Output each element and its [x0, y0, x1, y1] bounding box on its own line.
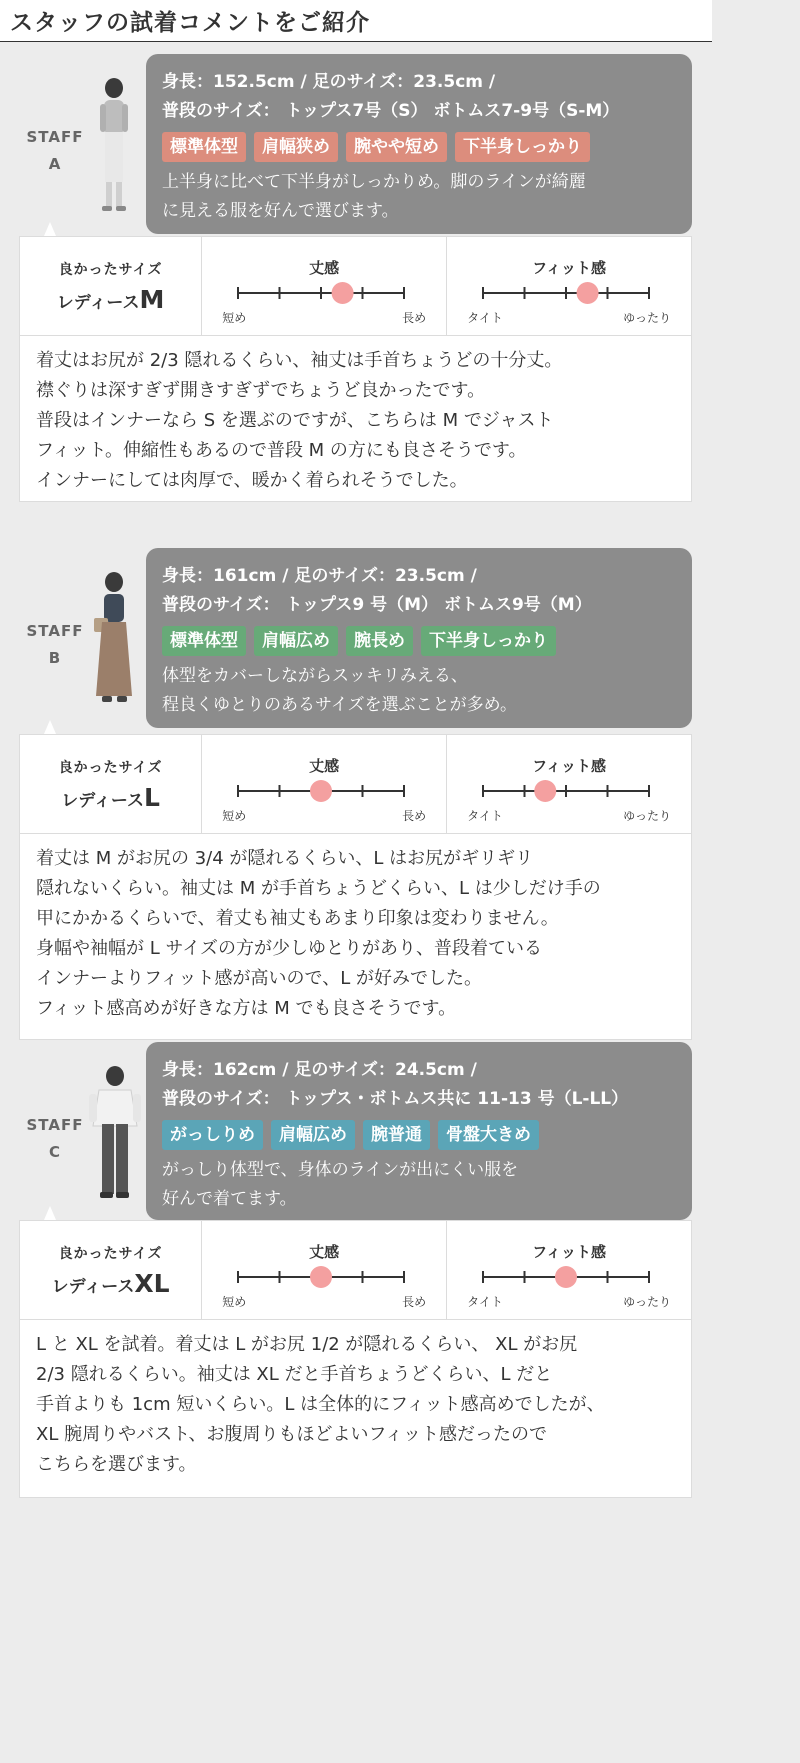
body-tag: 腕普通	[363, 1120, 430, 1150]
fit-scale-track	[447, 1261, 692, 1291]
fit-scale-loose-label: ゆったり	[623, 809, 671, 823]
scale-marker	[534, 780, 556, 802]
body-tag: がっしりめ	[162, 1120, 263, 1150]
staff-stats	[162, 68, 676, 126]
scale-marker	[577, 282, 599, 304]
size-prefix: レディース	[61, 790, 145, 811]
length-scale-short-label: 短め	[222, 809, 247, 823]
staff-label	[22, 1112, 88, 1166]
size-letter: M	[139, 284, 165, 314]
length-scale-track	[202, 277, 447, 307]
length-scale-short-label: 短め	[222, 311, 247, 325]
fit-scale-title: フィット感	[532, 757, 606, 775]
good-size-title: 良かったサイズ	[58, 759, 163, 776]
staff-photo	[86, 74, 142, 218]
fit-scale-title: フィット感	[532, 259, 606, 277]
staff-photo	[86, 568, 142, 712]
staff-label-top: STAFF	[26, 1116, 84, 1134]
scale-marker	[310, 780, 332, 802]
staff-label-top: STAFF	[26, 128, 84, 146]
staff-description: がっしり体型で、身体のラインが出にくい服を 好んで着てます。	[162, 1160, 519, 1209]
fit-scale-title: フィット感	[532, 1243, 606, 1261]
staff-label-top: STAFF	[26, 622, 84, 640]
body-tag: 肩幅狭め	[254, 132, 338, 162]
length-scale	[202, 1221, 446, 1319]
body-tag: 腕長め	[346, 626, 413, 656]
length-scale-long-label: 長め	[402, 809, 427, 823]
staff-label	[22, 124, 88, 178]
review-card	[19, 734, 692, 1040]
staff-section-a	[0, 54, 712, 502]
stats-line-2: 普段のサイズ： トップス・ボトムス共に 11-13 号（L-LL）	[162, 1089, 629, 1109]
page-title: スタッフの試着コメントをご紹介	[10, 10, 370, 36]
fit-scale-tight-label: タイト	[467, 809, 503, 823]
ratings-row	[20, 1221, 691, 1320]
good-size-cell	[20, 237, 202, 335]
length-scale-title: 丈感	[309, 1243, 340, 1261]
staff-label-letter: B	[48, 649, 62, 667]
fit-scale-track	[447, 277, 692, 307]
body-tag: 標準体型	[162, 132, 246, 162]
staff-label	[22, 618, 88, 672]
staff-section-c	[0, 1042, 712, 1498]
stats-line-1: 身長：161cm / 足のサイズ：23.5cm /	[162, 566, 477, 586]
size-prefix: レディース	[51, 1276, 135, 1297]
length-scale-title: 丈感	[309, 757, 340, 775]
staff-description: 上半身に比べて下半身がしっかりめ。脚のラインが綺麗 に見える服を好んで選びます。	[162, 172, 586, 221]
good-size-value	[52, 1269, 170, 1298]
staff-profile-bubble	[146, 548, 692, 728]
size-letter: XL	[134, 1268, 170, 1298]
fit-scale-loose-label: ゆったり	[623, 1295, 671, 1309]
stats-line-2: 普段のサイズ： トップス7号（S） ボトムス7-9号（S-M）	[162, 101, 620, 121]
body-tag: 下半身しっかり	[421, 626, 556, 656]
speech-notch	[44, 720, 56, 734]
fit-scale-tight-label: タイト	[467, 1295, 503, 1309]
body-type-tags	[162, 626, 676, 658]
body-tag: 骨盤大きめ	[438, 1120, 539, 1150]
scale-marker	[555, 1266, 577, 1288]
good-size-value	[61, 783, 160, 812]
stats-line-2: 普段のサイズ： トップス9 号（M） ボトムス9号（M）	[162, 595, 592, 615]
good-size-title: 良かったサイズ	[58, 1245, 163, 1262]
length-scale-track	[202, 1261, 447, 1291]
body-tag: 肩幅広め	[254, 626, 338, 656]
stats-line-1: 身長：152.5cm / 足のサイズ：23.5cm /	[162, 72, 496, 92]
body-tag: 肩幅広め	[271, 1120, 355, 1150]
good-size-cell	[20, 735, 202, 833]
fit-scale-tight-label: タイト	[467, 311, 503, 325]
staff-label-letter: C	[48, 1143, 61, 1161]
review-comment: 着丈はお尻が 2/3 隠れるくらい、袖丈は手首ちょうどの十分丈。 襟ぐりは深すぎず開きすぎずでちょうど良かったです。 普段はインナーなら S を選ぶのですが、こちらは M でジャスト フィット。伸縮性もあるので普段 M の方にも良さそうです。 インナーにしては肉厚で、暖かく着られそうでした。	[36, 350, 563, 491]
fit-scale	[446, 735, 691, 833]
fit-scale	[446, 1221, 691, 1319]
fit-scale-loose-label: ゆったり	[623, 311, 671, 325]
review-card	[19, 1220, 692, 1498]
stats-line-1: 身長：162cm / 足のサイズ：24.5cm /	[162, 1060, 477, 1080]
length-scale-long-label: 長め	[402, 311, 427, 325]
scale-marker	[332, 282, 354, 304]
length-scale-long-label: 長め	[402, 1295, 427, 1309]
body-type-tags	[162, 1120, 676, 1152]
staff-photo	[82, 1062, 144, 1206]
length-scale	[202, 237, 446, 335]
body-type-tags	[162, 132, 676, 164]
length-scale-title: 丈感	[309, 259, 340, 277]
staff-profile-bubble	[146, 1042, 692, 1220]
length-scale-short-label: 短め	[222, 1295, 247, 1309]
fit-scale	[446, 237, 691, 335]
staff-stats	[162, 562, 676, 620]
body-tag: 下半身しっかり	[455, 132, 590, 162]
staff-section-b	[0, 548, 712, 1019]
ratings-row	[20, 237, 691, 336]
size-letter: L	[144, 782, 160, 812]
good-size-value	[57, 285, 165, 314]
length-scale-track	[202, 775, 447, 805]
review-comment: L と XL を試着。着丈は L がお尻 1/2 が隠れるくらい、 XL がお尻 2/3 隠れるくらい。袖丈は XL だと手首ちょうどくらい、L だと 手首よりも 1cm 短いくらい。L は全体的にフィット感高めでしたが、 XL 腕周りやバスト、お腹周りもほどよいフィット感だったので こちらを選びます。	[36, 1334, 605, 1475]
body-tag: 腕やや短め	[346, 132, 447, 162]
staff-description: 体型をカバーしながらスッキリみえる、 程良くゆとりのあるサイズを選ぶことが多め。	[162, 666, 517, 715]
body-tag: 標準体型	[162, 626, 246, 656]
ratings-row	[20, 735, 691, 834]
size-prefix: レディース	[56, 292, 140, 313]
review-comment: 着丈は M がお尻の 3/4 が隠れるくらい、L はお尻がギリギリ 隠れないくらい。袖丈は M が手首ちょうどくらい、L は少しだけ手の 甲にかかるくらいで、着丈も袖丈もあまり印象は変わりません。 身幅や袖幅が L サイズの方が少しゆとりがあり、普段着ている インナーよりフィット感が高いので、L が好みでした。 フィット感高めが好きな方は M でも良さそうです。	[36, 848, 601, 1019]
speech-notch	[44, 1206, 56, 1220]
fit-scale-track	[447, 775, 692, 805]
length-scale	[202, 735, 446, 833]
good-size-cell	[20, 1221, 202, 1319]
staff-profile-bubble	[146, 54, 692, 234]
speech-notch	[44, 222, 56, 236]
page-header	[0, 0, 712, 42]
staff-stats	[162, 1056, 676, 1114]
scale-marker	[310, 1266, 332, 1288]
staff-label-letter: A	[48, 155, 62, 173]
review-card	[19, 236, 692, 502]
good-size-title: 良かったサイズ	[58, 261, 163, 278]
